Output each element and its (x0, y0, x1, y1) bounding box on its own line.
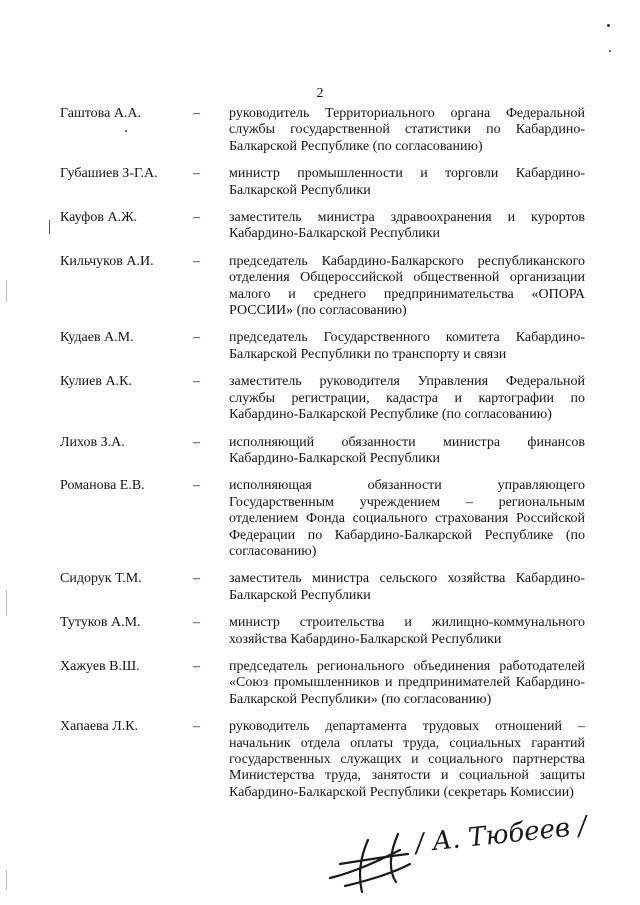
page-number: 2 (316, 86, 324, 101)
member-name: Губашиев З-Г.А. (60, 166, 158, 182)
scan-edge-line (6, 280, 7, 302)
list-item (0, 435, 640, 468)
scan-edge-line (49, 220, 50, 234)
member-name: Гаштова А.А. (60, 106, 142, 121)
separator-dash: – (193, 658, 200, 674)
member-name: Кильчуков А.И. (60, 253, 154, 269)
member-position: министр промышленности и торговли Кабардино-Балкарской Республики (229, 166, 585, 198)
list-item (0, 659, 640, 708)
member-position: заместитель руководителя Управления Федеральной службы регистрации, кадастра и картографии по Кабардино-Балкарской Республике (по согласованию) (229, 374, 585, 423)
member-name: Сидорук Т.М. (60, 571, 142, 587)
separator-dash: – (193, 571, 200, 587)
members-list (0, 106, 640, 812)
list-item (0, 166, 640, 199)
list-item (0, 374, 640, 423)
separator-dash: – (193, 615, 200, 631)
member-name: Кудаев А.М. (60, 330, 134, 346)
separator-dash: – (193, 478, 200, 494)
separator-dash: – (193, 330, 200, 346)
separator-dash: – (193, 374, 200, 390)
member-name: Лихов З.А. (60, 434, 125, 450)
member-name: Тутуков А.М. (60, 615, 141, 631)
member-position: руководитель департамента трудовых отношений – начальник отдела оплаты труда, социальных гарантий государственных служащих и социального партнерства Министерства труда, занятости и социальной защиты Кабардино-Балкарской Республики (секретарь Комиссии) (229, 719, 585, 800)
list-item (0, 210, 640, 243)
member-name: Романова Е.В. (60, 478, 145, 494)
member-position: исполняющий обязанности министра финансов Кабардино-Балкарской Республики (229, 434, 585, 466)
member-position: министр строительства и жилищно-коммунального хозяйства Кабардино-Балкарской Республики (229, 615, 585, 647)
list-item (0, 571, 640, 604)
member-position: председатель регионального объединения работодателей «Союз промышленников и предпринимателей Кабардино-Балкарской Республики» (по согласованию) (229, 658, 585, 707)
scan-edge-line (6, 590, 7, 616)
member-position: руководитель Территориального органа Федеральной службы государственной статистики по Кабардино-Балкарской Республике (по согласованию) (229, 106, 585, 154)
member-position: председатель Государственного комитета Кабардино-Балкарской Республики по транспорту и связи (229, 330, 585, 362)
member-name: Хажуев В.Ш. (60, 658, 140, 674)
member-name: Кулиев А.К. (60, 374, 132, 390)
separator-dash: – (193, 253, 200, 269)
member-position: заместитель министра сельского хозяйства Кабардино-Балкарской Республики (229, 571, 585, 603)
separator-dash: – (193, 719, 200, 735)
list-item (0, 106, 640, 155)
scan-edge-line (6, 870, 7, 890)
member-position: председатель Кабардино-Балкарского республиканского отделения Общероссийской общественной организации малого и среднего предпринимательства «ОПОРА РОССИИ» (по согласованию) (229, 253, 585, 319)
signature-caption: / А. Тюбеев / (413, 811, 589, 859)
list-item (0, 330, 640, 363)
scan-speck (125, 130, 127, 132)
separator-dash: – (193, 166, 200, 182)
list-item (0, 254, 640, 320)
scan-speck (609, 50, 611, 52)
member-name: Кауфов А.Ж. (60, 210, 138, 226)
list-item (0, 719, 640, 801)
list-item (0, 478, 640, 560)
member-position: исполняющая обязанности управляющего Государственным учреждением – региональным отделением Фонда социального страхования Российской Федерации по Кабардино-Балкарской Республике (по согласованию) (229, 478, 585, 559)
scan-speck (607, 24, 610, 27)
member-position: заместитель министра здравоохранения и курортов Кабардино-Балкарской Республики (229, 210, 585, 242)
list-item (0, 615, 640, 648)
member-name: Хапаева Л.К. (60, 719, 139, 735)
separator-dash: – (193, 434, 200, 450)
separator-dash: – (193, 210, 200, 226)
separator-dash: – (193, 106, 200, 121)
